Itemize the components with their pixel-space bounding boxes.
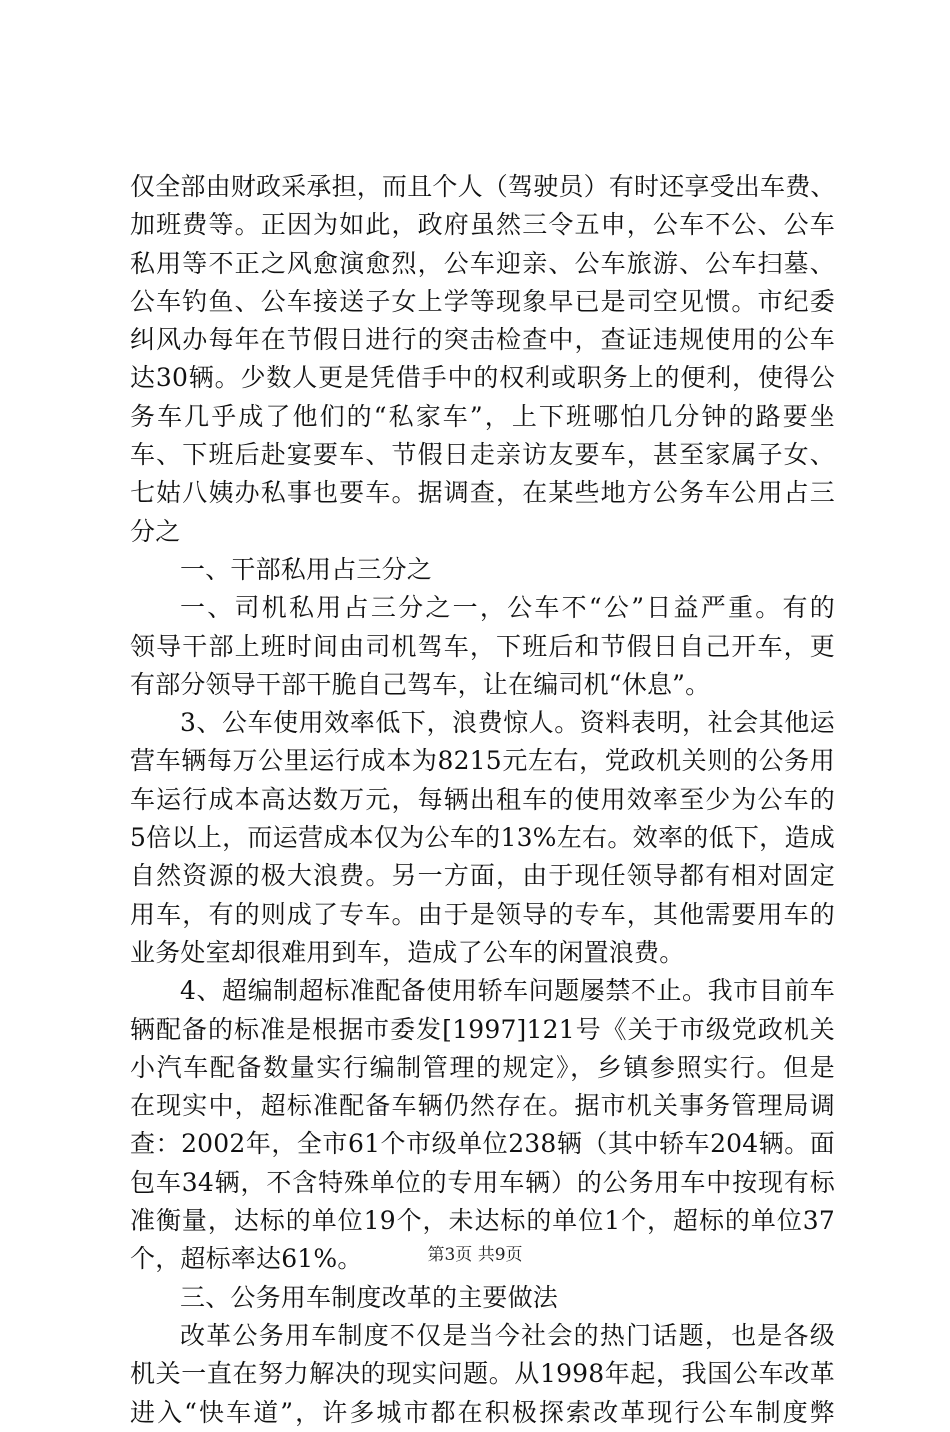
text-line: 私用等不正之风愈演愈烈，公车迎亲、公车旅游、公车扫墓、: [130, 248, 835, 278]
text-line: 有部分领导干部干脆自己驾车，让在编司机“休息”。: [130, 669, 711, 699]
paragraph-start: 改革公务用车制度不仅是当今社会的热门话题，也是各级: [180, 1320, 835, 1350]
section-heading: 三、公务用车制度改革的主要做法: [180, 1282, 559, 1312]
text-line: 分之: [130, 516, 181, 546]
text-line: 自然资源的极大浪费。另一方面，由于现任领导都有相对固定: [130, 861, 835, 891]
text-line: 营车辆每万公里运行成本为8215元左右，党政机关则的公务用: [130, 746, 835, 776]
text-line: 小汽车配备数量实行编制管理的规定》，乡镇参照实行。但是: [130, 1052, 835, 1082]
text-line: 进入“快车道”，许多城市都在积极探索改革现行公车制度弊: [130, 1397, 835, 1427]
text-line: 辆配备的标准是根据市委发[1997]121号《关于市级党政机关: [130, 1014, 835, 1044]
text-line: 在现实中，超标准配备车辆仍然存在。据市机关事务管理局调: [130, 1091, 835, 1121]
paragraph-start: 4、超编制超标准配备使用轿车问题屡禁不止。我市目前车: [180, 976, 835, 1006]
text-line: 加班费等。正因为如此，政府虽然三令五申，公车不公、公车: [130, 210, 835, 240]
text-line: 用车，有的则成了专车。由于是领导的专车，其他需要用车的: [130, 899, 835, 929]
text-line: 车、下班后赴宴要车、节假日走亲访友要车，甚至家属子女、: [130, 440, 835, 470]
text-line: 业务处室却很难用到车，造成了公车的闲置浪费。: [130, 937, 685, 967]
text-line: 七姑八姨办私事也要车。据调查，在某些地方公务车公用占三: [130, 478, 835, 508]
page-number-footer: 第3页 共9页: [427, 1245, 523, 1265]
paragraph-start: 一、司机私用占三分之一，公车不“公”日益严重。有的: [180, 593, 835, 623]
text-line: 准衡量，达标的单位19个，未达标的单位1个，超标的单位37: [130, 1206, 835, 1236]
text-line: 车运行成本高达数万元，每辆出租车的使用效率至少为公车的: [130, 784, 835, 814]
text-line: 公车钓鱼、公车接送子女上学等现象早已是司空见惯。市纪委: [130, 286, 835, 316]
text-line: 机关一直在努力解决的现实问题。从1998年起，我国公车改革: [130, 1359, 835, 1389]
text-line: 包车34辆，不含特殊单位的专用车辆）的公务用车中按现有标: [130, 1167, 835, 1197]
text-line: 务车几乎成了他们的“私家车”，上下班哪怕几分钟的路要坐: [130, 401, 835, 431]
text-line: 仅全部由财政采承担，而且个人（驾驶员）有时还享受出车费、: [130, 172, 836, 201]
text-line: 个，超标率达61%。: [130, 1244, 363, 1274]
paragraph-start: 3、公车使用效率低下，浪费惊人。资料表明，社会其他运: [180, 708, 835, 738]
text-line: 5倍以上，而运营成本仅为公车的13%左右。效率的低下，造成: [130, 823, 835, 853]
text-line: 领导干部上班时间由司机驾车，下班后和节假日自己开车，更: [130, 631, 835, 661]
text-line: 查：2002年，全市61个市级单位238辆（其中轿车204辆。面: [130, 1129, 835, 1159]
section-heading: 一、干部私用占三分之: [180, 554, 433, 584]
text-line: 纠风办每年在节假日进行的突击检查中，查证违规使用的公车: [130, 325, 835, 355]
text-line: 达30辆。少数人更是凭借手中的权利或职务上的便利，使得公: [130, 363, 835, 393]
